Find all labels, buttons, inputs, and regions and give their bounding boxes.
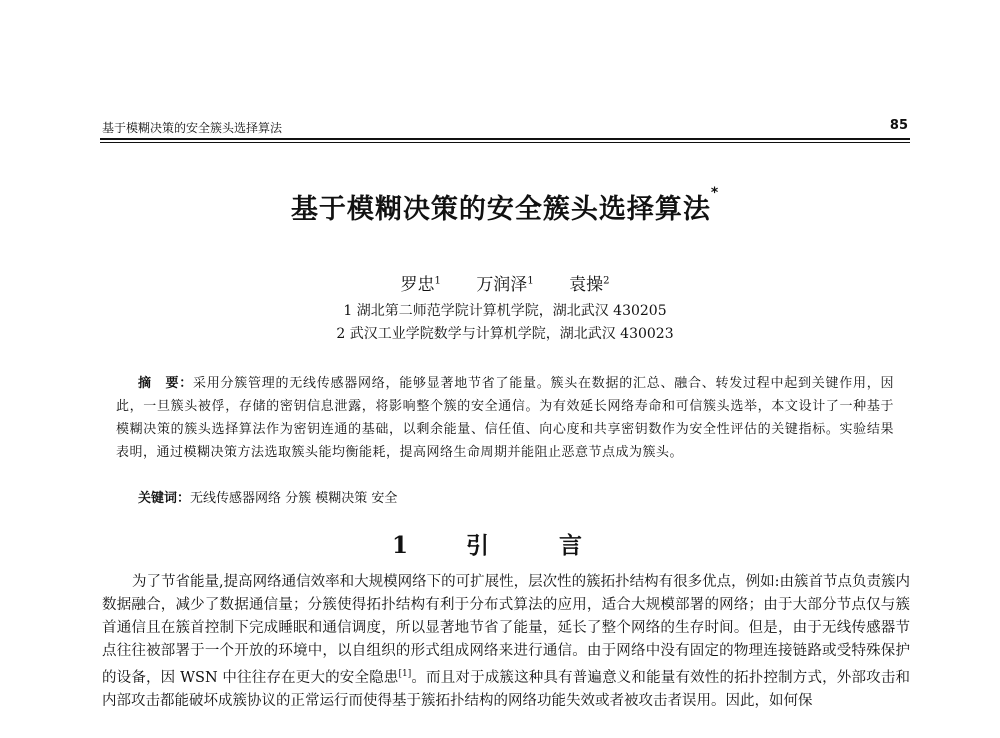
section-title-char-2: 言 <box>559 532 584 559</box>
keywords-label: 关键词： <box>138 491 191 506</box>
author-name: 万润泽 <box>476 275 528 295</box>
affiliation-1: 1 湖北第二师范学院计算机学院，湖北武汉 430205 <box>343 303 667 319</box>
section-number: 1 <box>391 532 410 559</box>
header-rule-thin <box>100 142 910 143</box>
paper-title-text: 基于模糊决策的安全簇头选择算法 <box>290 194 711 225</box>
title-footnote-mark: * <box>710 185 720 201</box>
running-title: 基于模糊决策的安全簇头选择算法 <box>102 121 283 135</box>
author-affil-mark: 2 <box>603 275 610 287</box>
running-header <box>102 117 908 137</box>
section-title-char-1: 引 <box>466 532 491 559</box>
body-text-part-2: 。而且对于成簇这种具有普遍意义和能量有效性的拓扑控制方式，外部攻击和内部攻击都能破坏成簇协议的正常运行而使得基于簇拓扑结构的网络功能失效或者被攻击者误用。因此，如何保 <box>102 669 910 709</box>
author-affil-mark: 1 <box>434 275 441 287</box>
keywords <box>138 487 898 506</box>
author-affil-mark: 1 <box>527 275 534 287</box>
header-rule-thick <box>100 138 910 140</box>
author-list <box>100 270 910 295</box>
section-heading <box>100 527 910 560</box>
body-text-part-1: 为了节省能量,提高网络通信效率和大规模网络下的可扩展性，层次性的簇拓扑结构有很多优点，例如:由簇首节点负责簇内数据融合，减少了数据通信量；分簇使得拓扑结构有利于分布式算法的应用，适合大规模部署的网络；由于大部分节点仅与簇首通信且在簇首控制下完成睡眠和通信调度，所以显著地节省了能量，延长了整个网络的生存时间。但是，由于无线传感器节点往往被部署于一个开放的环境中，以自组织的形式组成网络来进行通信。由于网络中没有固定的物理连接链路或受特殊保护的设备，因 WSN 中往往存在更大的安全隐患 <box>102 574 910 686</box>
author-name: 袁操 <box>569 275 604 295</box>
paper-title <box>100 187 910 226</box>
abstract-text: 采用分簇管理的无线传感器网络，能够显著地节省了能量。簇头在数据的汇总、融合、转发过程中起到关键作用，因此，一旦簇头被俘，存储的密钥信息泄露，将影响整个簇的安全通信。为有效延长网络寿命和可信簇头选举，本文设计了一种基于模糊决策的簇头选择算法作为密钥连通的基础，以剩余能量、信任值、向心度和共享密钥数作为安全性评估的关键指标。实验结果表明，通过模糊决策方法选取簇头能均衡能耗，提高网络生命周期并能阻止恶意节点成为簇头。 <box>116 376 894 460</box>
abstract-label: 摘 要： <box>138 376 193 391</box>
abstract <box>116 372 894 464</box>
author-2 <box>476 275 533 295</box>
author-1 <box>401 275 441 295</box>
body-paragraph <box>102 571 910 713</box>
author-name: 罗忠 <box>400 275 435 295</box>
citation-ref: [1] <box>398 669 412 679</box>
keywords-text: 无线传感器网络 分簇 模糊决策 安全 <box>190 491 398 506</box>
author-3 <box>569 275 609 295</box>
affiliation-2: 2 武汉工业学院数学与计算机学院，湖北武汉 430023 <box>336 326 674 342</box>
page-number: 85 <box>889 118 908 133</box>
